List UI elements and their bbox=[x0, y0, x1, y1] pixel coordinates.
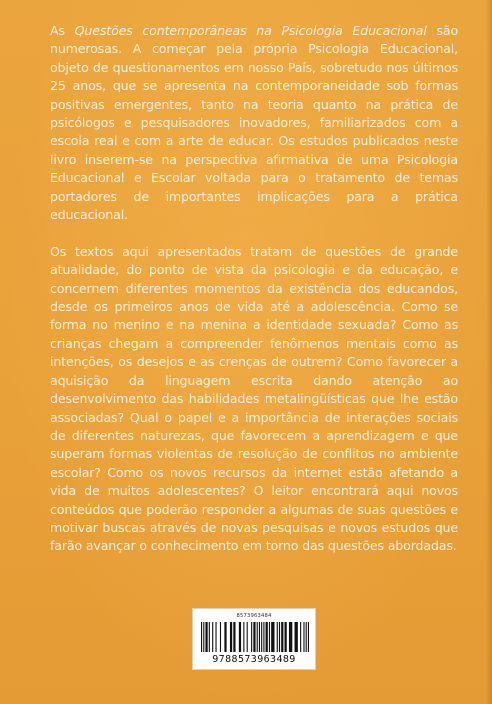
barcode-bars bbox=[201, 622, 309, 652]
barcode-number: 9788573963489 bbox=[212, 654, 296, 665]
blurb-paragraph-1 bbox=[50, 22, 458, 224]
blurb-text bbox=[50, 22, 458, 556]
blurb-paragraph-1-lead: As bbox=[50, 23, 75, 38]
blurb-paragraph-1-text: são numerosas. A começar pela própria Psicologia Educacional, objeto de questionamentos em nosso País, sobretudo nos últimos 25 anos, que se apresenta na contemporaneidade sob formas positivas emergentes, tanto na teoria quanto na prática de psicólogos e pesquisadores inovadores, familiarizados com a escola real e com a arte de educar. Os estudos publicados neste livro inserem-se na perspectiva afirmativa de uma Psicologia Educacional e Escolar voltada para o tratamento de temas portadores de importantes implicações para a prática educacional. bbox=[50, 23, 459, 223]
isbn-barcode bbox=[192, 608, 316, 670]
book-title-italic: Questões contemporâneas na Psicologia Educacional bbox=[74, 23, 427, 38]
blurb-paragraph-2: Os textos aqui apresentados tratam de questões de grande atualidade, do ponto de vista da psicologia e da educação, e concernem diferentes momentos da existência dos educandos, desde os primeiros anos de vida até a adolescência. Como se forma no menino e na menina a identidade sexuada? Como as crianças chegam a compreender fenômenos mentais como as intenções, os desejos e as crenças de outrem? Como favorecer a aquisição da linguagem escrita dando atenção ao desenvolvimento das habilidades metalingüísticas que lhe estão associadas? Qual o papel e a importância de interações sociais de diferentes naturezas, que favorecem a aprendizagem e que superam formas violentas de resolução de conflitos no ambiente escolar? Como os novos recursos da internet estão afetando a vida de muitos adolescentes? O leitor encontrará aqui novos conteúdos que poderão responder a algumas de suas questões e motivar buscas através de novas pesquisas e novos estudos que farão avançar o conhecimento em torno das questões abordadas. bbox=[50, 243, 458, 554]
cover-edge-shadow bbox=[486, 0, 492, 704]
barcode-small-label: 8573963484 bbox=[236, 613, 272, 619]
